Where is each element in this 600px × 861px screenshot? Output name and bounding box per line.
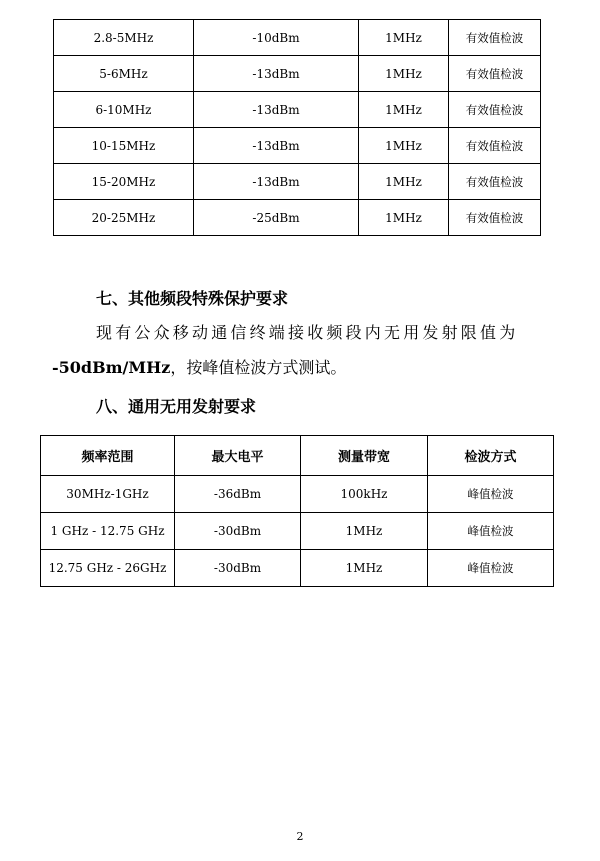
frequency-cell: 12.75 GHz - 26GHz <box>41 550 175 587</box>
detector-cell: 有效值检波 <box>449 164 541 200</box>
table-row <box>41 476 554 513</box>
frequency-cell: 5-6MHz <box>54 56 194 92</box>
level-cell: -13dBm <box>194 128 359 164</box>
table-row <box>54 164 541 200</box>
section-8-heading: 八、通用无用发射要求 <box>96 397 257 416</box>
detector-cell: 峰值检波 <box>428 476 554 513</box>
bandwidth-cell: 1MHz <box>359 56 449 92</box>
level-cell: -30dBm <box>175 550 301 587</box>
table-row <box>54 20 541 56</box>
detector-cell: 有效值检波 <box>449 56 541 92</box>
table-row <box>54 92 541 128</box>
frequency-cell: 15-20MHz <box>54 164 194 200</box>
detector-cell: 峰值检波 <box>428 513 554 550</box>
emission-limit-value: -50dBm/MHz <box>52 358 171 377</box>
frequency-cell: 1 GHz - 12.75 GHz <box>41 513 175 550</box>
section-7-paragraph-line-2 <box>52 355 346 378</box>
table-row <box>54 200 541 236</box>
frequency-cell: 10-15MHz <box>54 128 194 164</box>
section-7-paragraph-line-1: 现有公众移动通信终端接收频段内无用发射限值为 <box>96 323 519 342</box>
detector-cell: 峰值检波 <box>428 550 554 587</box>
bandwidth-cell: 1MHz <box>359 200 449 236</box>
column-header-level: 最大电平 <box>175 436 301 476</box>
level-cell: -10dBm <box>194 20 359 56</box>
general-emission-table <box>40 435 554 587</box>
bandwidth-cell: 1MHz <box>301 550 428 587</box>
emission-limits-table-continued <box>53 19 541 236</box>
paragraph-text: ，按峰值检波方式测试。 <box>170 358 347 377</box>
level-cell: -13dBm <box>194 56 359 92</box>
table-row <box>54 56 541 92</box>
column-header-detector: 检波方式 <box>428 436 554 476</box>
level-cell: -25dBm <box>194 200 359 236</box>
detector-cell: 有效值检波 <box>449 200 541 236</box>
table-header-row <box>41 436 554 476</box>
level-cell: -13dBm <box>194 164 359 200</box>
detector-cell: 有效值检波 <box>449 128 541 164</box>
table-row <box>41 513 554 550</box>
bandwidth-cell: 100kHz <box>301 476 428 513</box>
bandwidth-cell: 1MHz <box>359 128 449 164</box>
page-number: 2 <box>296 830 304 843</box>
level-cell: -36dBm <box>175 476 301 513</box>
bandwidth-cell: 1MHz <box>359 20 449 56</box>
column-header-frequency: 频率范围 <box>41 436 175 476</box>
section-7-heading: 七、其他频段特殊保护要求 <box>96 289 289 308</box>
bandwidth-cell: 1MHz <box>359 92 449 128</box>
frequency-cell: 6-10MHz <box>54 92 194 128</box>
detector-cell: 有效值检波 <box>449 20 541 56</box>
table-row <box>54 128 541 164</box>
frequency-cell: 30MHz-1GHz <box>41 476 175 513</box>
level-cell: -13dBm <box>194 92 359 128</box>
bandwidth-cell: 1MHz <box>359 164 449 200</box>
detector-cell: 有效值检波 <box>449 92 541 128</box>
frequency-cell: 20-25MHz <box>54 200 194 236</box>
table-row <box>41 550 554 587</box>
column-header-bandwidth: 测量带宽 <box>301 436 428 476</box>
level-cell: -30dBm <box>175 513 301 550</box>
bandwidth-cell: 1MHz <box>301 513 428 550</box>
frequency-cell: 2.8-5MHz <box>54 20 194 56</box>
